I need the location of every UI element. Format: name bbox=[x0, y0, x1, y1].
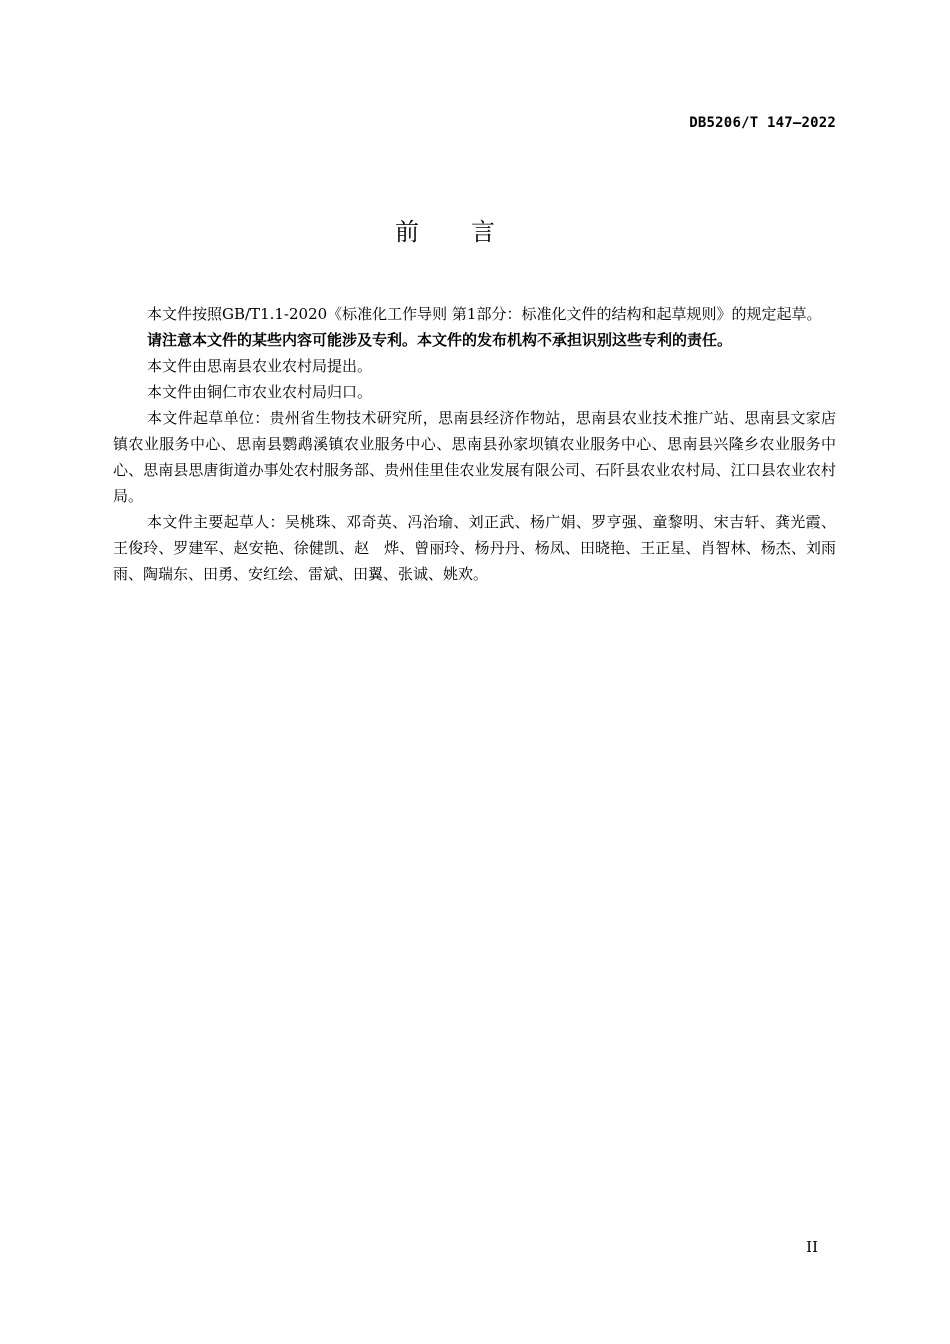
paragraph-drafters: 本文件主要起草人：吴桃珠、邓奇英、冯治瑜、刘正武、杨广娟、罗亨强、童黎明、宋吉轩、龚光霞、王俊玲、罗建军、赵安艳、徐健凯、赵 烨、曾丽玲、杨丹丹、杨凤、田晓艳、王正星、肖智林、杨杰、刘雨雨、陶瑞东、田勇、安红绘、雷斌、田翼、张诚、姚欢。 bbox=[113, 513, 836, 583]
paragraph-drafting-units: 本文件起草单位：贵州省生物技术研究所，思南县经济作物站，思南县农业技术推广站、思南县文家店镇农业服务中心、思南县鹦鹉溪镇农业服务中心、思南县孙家坝镇农业服务中心、思南县兴隆乡农业服务中心、思南县思唐街道办事处农村服务部、贵州佳里佳农业发展有限公司、石阡县农业农村局、江口县农业农村局。 bbox=[113, 409, 836, 505]
paragraph-proposed-by: 本文件由思南县农业农村局提出。 bbox=[147, 357, 373, 375]
page-number: II bbox=[806, 1238, 818, 1256]
paragraph-drafting-rules: 本文件按照GB/T1.1-2020《标准化工作导则 第1部分：标准化文件的结构和起草规则》的规定起草。 bbox=[147, 305, 822, 323]
foreword-body bbox=[113, 301, 836, 587]
paragraph-centralized-by: 本文件由铜仁市农业农村局归口。 bbox=[147, 383, 373, 401]
paragraph-patent-notice: 请注意本文件的某些内容可能涉及专利。本文件的发布机构不承担识别这些专利的责任。 bbox=[147, 331, 733, 349]
page-title: 前言 bbox=[395, 218, 547, 246]
document-code: DB5206/T 147—2022 bbox=[689, 115, 836, 131]
